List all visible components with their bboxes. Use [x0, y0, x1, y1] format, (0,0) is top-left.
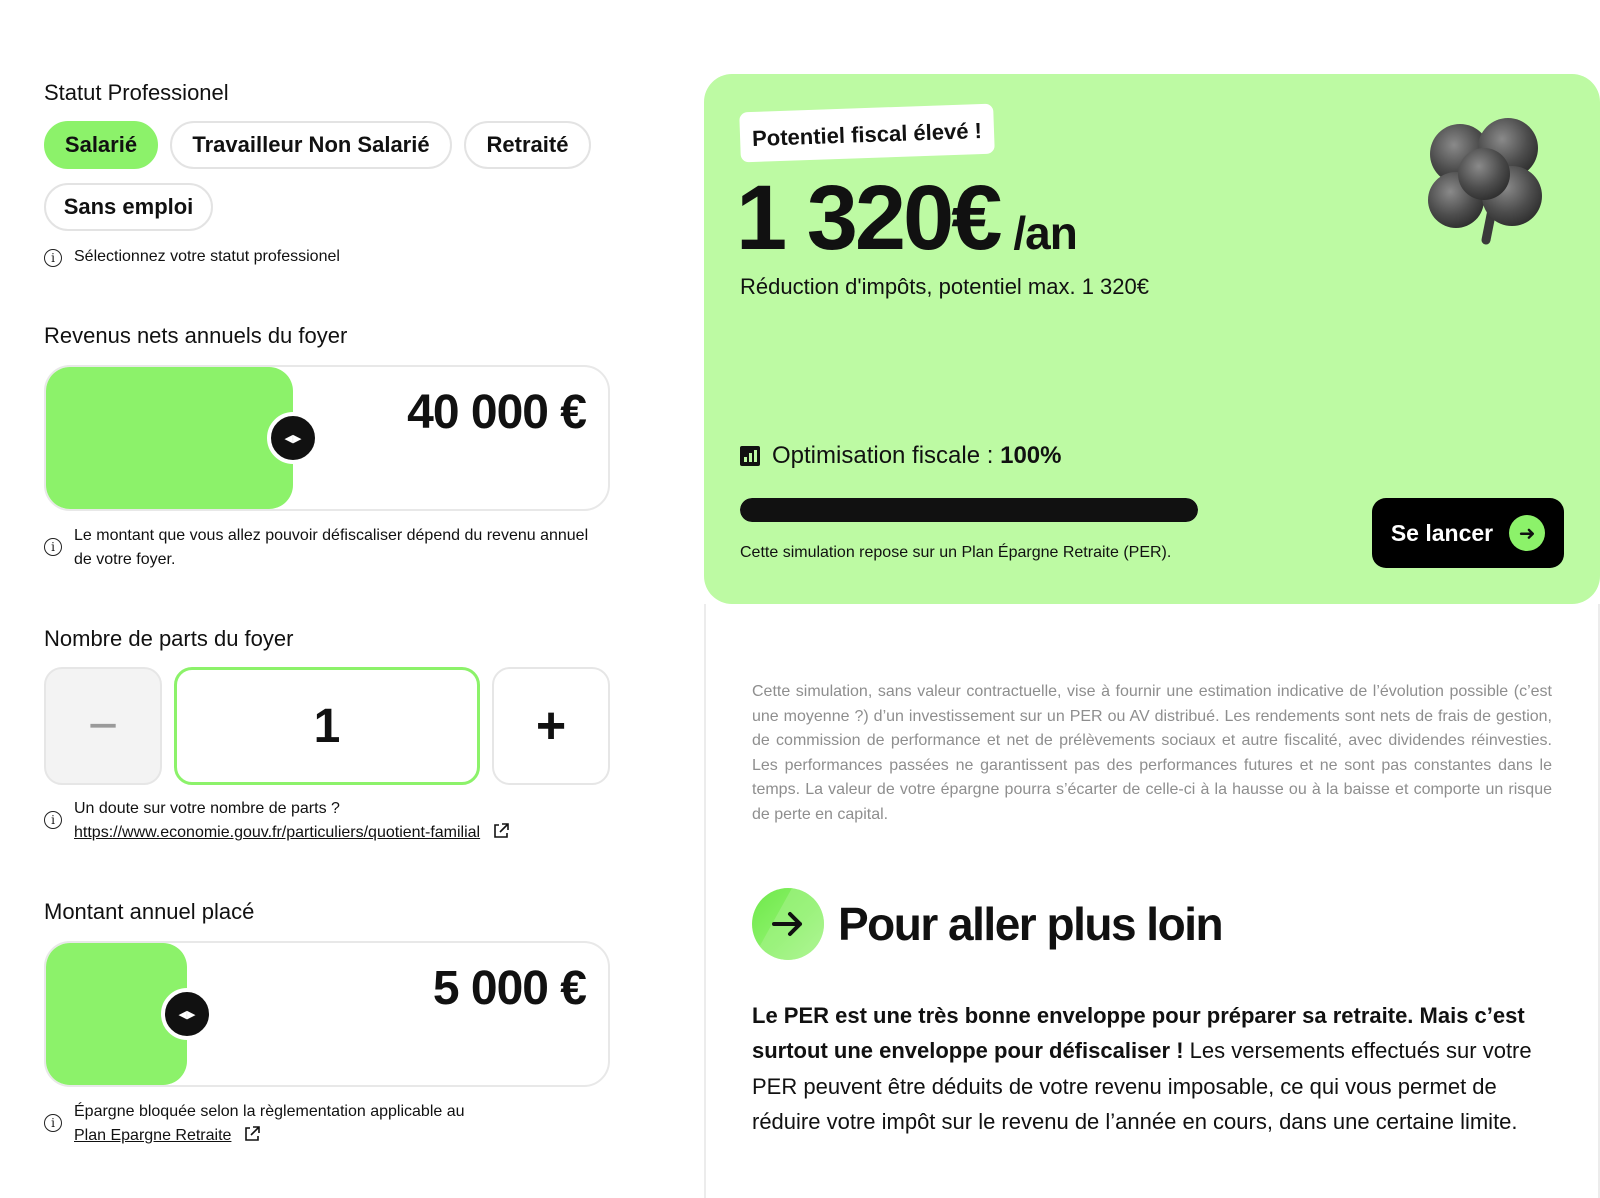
info-icon: i — [44, 538, 62, 556]
arrow-right-icon: ➜ — [1509, 515, 1545, 551]
montant-slider[interactable] — [44, 941, 610, 1087]
external-link-icon[interactable] — [244, 1126, 260, 1142]
montant-label: Montant annuel placé — [44, 899, 255, 924]
info-icon: i — [44, 811, 62, 829]
amount-unit: /an — [1013, 207, 1077, 259]
optimisation-value: 100% — [1000, 442, 1062, 469]
slider-handle-icon[interactable]: ◀▶ — [161, 988, 213, 1040]
info-icon: i — [44, 1114, 62, 1132]
chip-retraite[interactable]: Retraité — [464, 121, 591, 169]
montant-help — [44, 1100, 465, 1148]
tax-reduction-subtitle: Réduction d'impôts, potentiel max. 1 320€ — [740, 274, 1149, 299]
bar-chart-icon — [740, 446, 760, 466]
revenus-slider-fill — [46, 367, 293, 509]
further-title: Pour aller plus loin — [838, 898, 1223, 950]
se-lancer-button[interactable] — [1372, 498, 1564, 568]
optimisation-row — [740, 442, 1061, 470]
montant-value: 5 000 € — [432, 962, 586, 1015]
info-icon: i — [44, 249, 62, 267]
quotient-familial-link[interactable]: https://www.economie.gouv.fr/particuliers/quotient-familial — [74, 824, 481, 841]
slider-handle-icon[interactable]: ◀▶ — [267, 412, 319, 464]
result-card — [704, 74, 1600, 604]
statut-help — [44, 245, 340, 269]
further-paragraph — [752, 998, 1552, 1140]
parts-increment-button[interactable]: + — [492, 667, 610, 785]
chip-salarie[interactable]: Salarié — [44, 121, 158, 169]
further-body-text: Les versements effectués sur votre PER peuvent être déduits de votre revenu imposable, ce qui vous permet de réduire votre impôt sur le revenu de l’année en cours, dans une certaine limite. — [752, 1038, 1532, 1135]
parts-help-text: Un doute sur votre nombre de parts ? — [74, 800, 340, 817]
parts-input[interactable]: 1 — [174, 667, 480, 785]
arrow-right-icon — [752, 888, 824, 960]
revenus-help-text: Le montant que vous allez pouvoir défiscaliser dépend du revenu annuel de votre foyer. — [74, 527, 589, 568]
disclaimer-text: Cette simulation, sans valeur contractuelle, vise à fournir une estimation indicative de l’évolution possible (c’est une moyenne ?) d’un investissement sur un PER ou AV distribué. Les rendements sont nets de frais de gestion, de commission de performance et net de prélèvements sociaux et autre fiscalité, avec dividendes réinvesties. Les performances passées ne garantissent pas des performances futures et ne sont pas constantes dans le temps. La valeur de votre épargne pourra s’écarter de celle-ci à la hausse ou à la baisse et comporte un risque de perte en capital. — [752, 683, 1552, 823]
simulation-note: Cette simulation repose sur un Plan Épargne Retraite (PER). — [740, 544, 1172, 561]
revenus-help — [44, 524, 604, 572]
revenus-value: 40 000 € — [407, 386, 586, 439]
se-lancer-label: Se lancer — [1390, 519, 1494, 546]
revenus-slider[interactable] — [44, 365, 610, 511]
further-bold-text: Le PER est une très bonne enveloppe pour préparer sa retraite. Mais c’est surtout une enveloppe pour défiscaliser ! — [752, 1003, 1525, 1064]
montant-help-text: Épargne bloquée selon la règlementation applicable au — [74, 1103, 465, 1120]
optimisation-progress — [740, 498, 1198, 522]
fiscal-potential-badge: Potentiel fiscal élevé ! — [739, 104, 994, 163]
revenus-label: Revenus nets annuels du foyer — [44, 323, 348, 348]
statut-help-text: Sélectionnez votre statut professionel — [74, 248, 340, 265]
plan-epargne-retraite-link[interactable]: Plan Epargne Retraite — [74, 1127, 232, 1144]
further-section-header — [752, 888, 1222, 960]
amount-value: 1 320€ — [736, 167, 1000, 269]
chip-sans-emploi[interactable]: Sans emploi — [44, 183, 213, 231]
parts-decrement-button[interactable]: − — [44, 667, 162, 785]
optimisation-label: Optimisation fiscale : — [772, 442, 1001, 469]
clover-icon — [1420, 114, 1550, 250]
statut-label: Statut Professionel — [44, 80, 229, 105]
external-link-icon[interactable] — [493, 823, 509, 839]
chip-travailleur-non-salarie[interactable]: Travailleur Non Salarié — [170, 121, 452, 169]
parts-help — [44, 797, 509, 845]
panel-left-border — [704, 604, 706, 1198]
optimisation-progress-fill — [740, 498, 1198, 522]
parts-label: Nombre de parts du foyer — [44, 626, 294, 651]
tax-reduction-amount — [736, 166, 1077, 271]
